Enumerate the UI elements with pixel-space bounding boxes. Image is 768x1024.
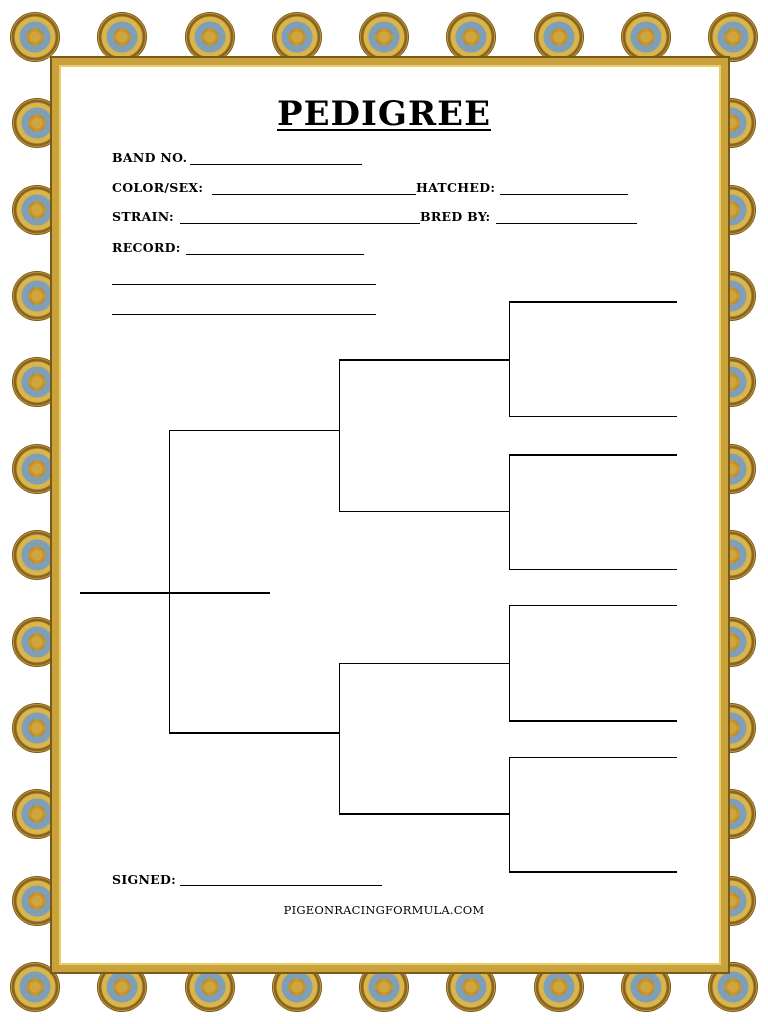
color-sex-field[interactable] xyxy=(212,194,416,195)
gen4-line-7[interactable] xyxy=(509,757,677,758)
gen4-line-4[interactable] xyxy=(509,569,677,570)
gen4-line-5[interactable] xyxy=(509,605,677,606)
strain-field[interactable] xyxy=(180,223,420,224)
gen4-connector-1 xyxy=(509,302,510,417)
sire-line[interactable] xyxy=(169,430,339,431)
border-medallion xyxy=(534,12,584,62)
border-medallion xyxy=(97,12,147,62)
color-sex-label: COLOR/SEX: xyxy=(112,180,204,195)
record-field-2[interactable] xyxy=(112,284,376,285)
record-label: RECORD: xyxy=(112,240,181,255)
gen4-line-8[interactable] xyxy=(509,871,677,873)
gen4-connector-3 xyxy=(509,606,510,721)
border-medallion xyxy=(272,12,322,62)
bred-by-field[interactable] xyxy=(496,223,637,224)
dam-line[interactable] xyxy=(169,732,339,734)
record-field-3[interactable] xyxy=(112,314,376,315)
signed-label: SIGNED: xyxy=(112,872,177,887)
band-no-field[interactable] xyxy=(190,164,362,165)
sire-dam-line[interactable] xyxy=(339,511,509,512)
gen4-connector-4 xyxy=(509,757,510,872)
strain-label: STRAIN: xyxy=(112,209,174,224)
dam-sire-line[interactable] xyxy=(339,663,509,664)
sire-connector xyxy=(339,359,340,512)
dam-dam-line[interactable] xyxy=(339,813,509,815)
gen4-line-2[interactable] xyxy=(509,416,677,417)
sire-sire-line[interactable] xyxy=(339,359,509,361)
border-medallion xyxy=(10,12,60,62)
gen4-connector-2 xyxy=(509,455,510,570)
gold-frame xyxy=(52,58,728,972)
border-medallion xyxy=(621,12,671,62)
gen1-connector xyxy=(169,430,170,733)
band-no-label: BAND NO. xyxy=(112,150,188,165)
gen4-line-3[interactable] xyxy=(509,454,677,456)
signed-field[interactable] xyxy=(180,885,382,886)
border-medallion xyxy=(446,12,496,62)
hatched-label: HATCHED: xyxy=(416,180,496,195)
subject-line[interactable] xyxy=(80,592,270,594)
border-medallion xyxy=(359,12,409,62)
border-medallion xyxy=(708,12,758,62)
page-title: PEDIGREE xyxy=(277,94,491,134)
hatched-field[interactable] xyxy=(500,194,628,195)
border-medallion xyxy=(185,12,235,62)
footer-url: PIGEONRACINGFORMULA.COM xyxy=(283,903,485,917)
gen4-line-6[interactable] xyxy=(509,720,677,722)
dam-connector xyxy=(339,663,340,814)
record-field-1[interactable] xyxy=(186,254,364,255)
bred-by-label: BRED BY: xyxy=(420,209,491,224)
gen4-line-1[interactable] xyxy=(509,301,677,303)
